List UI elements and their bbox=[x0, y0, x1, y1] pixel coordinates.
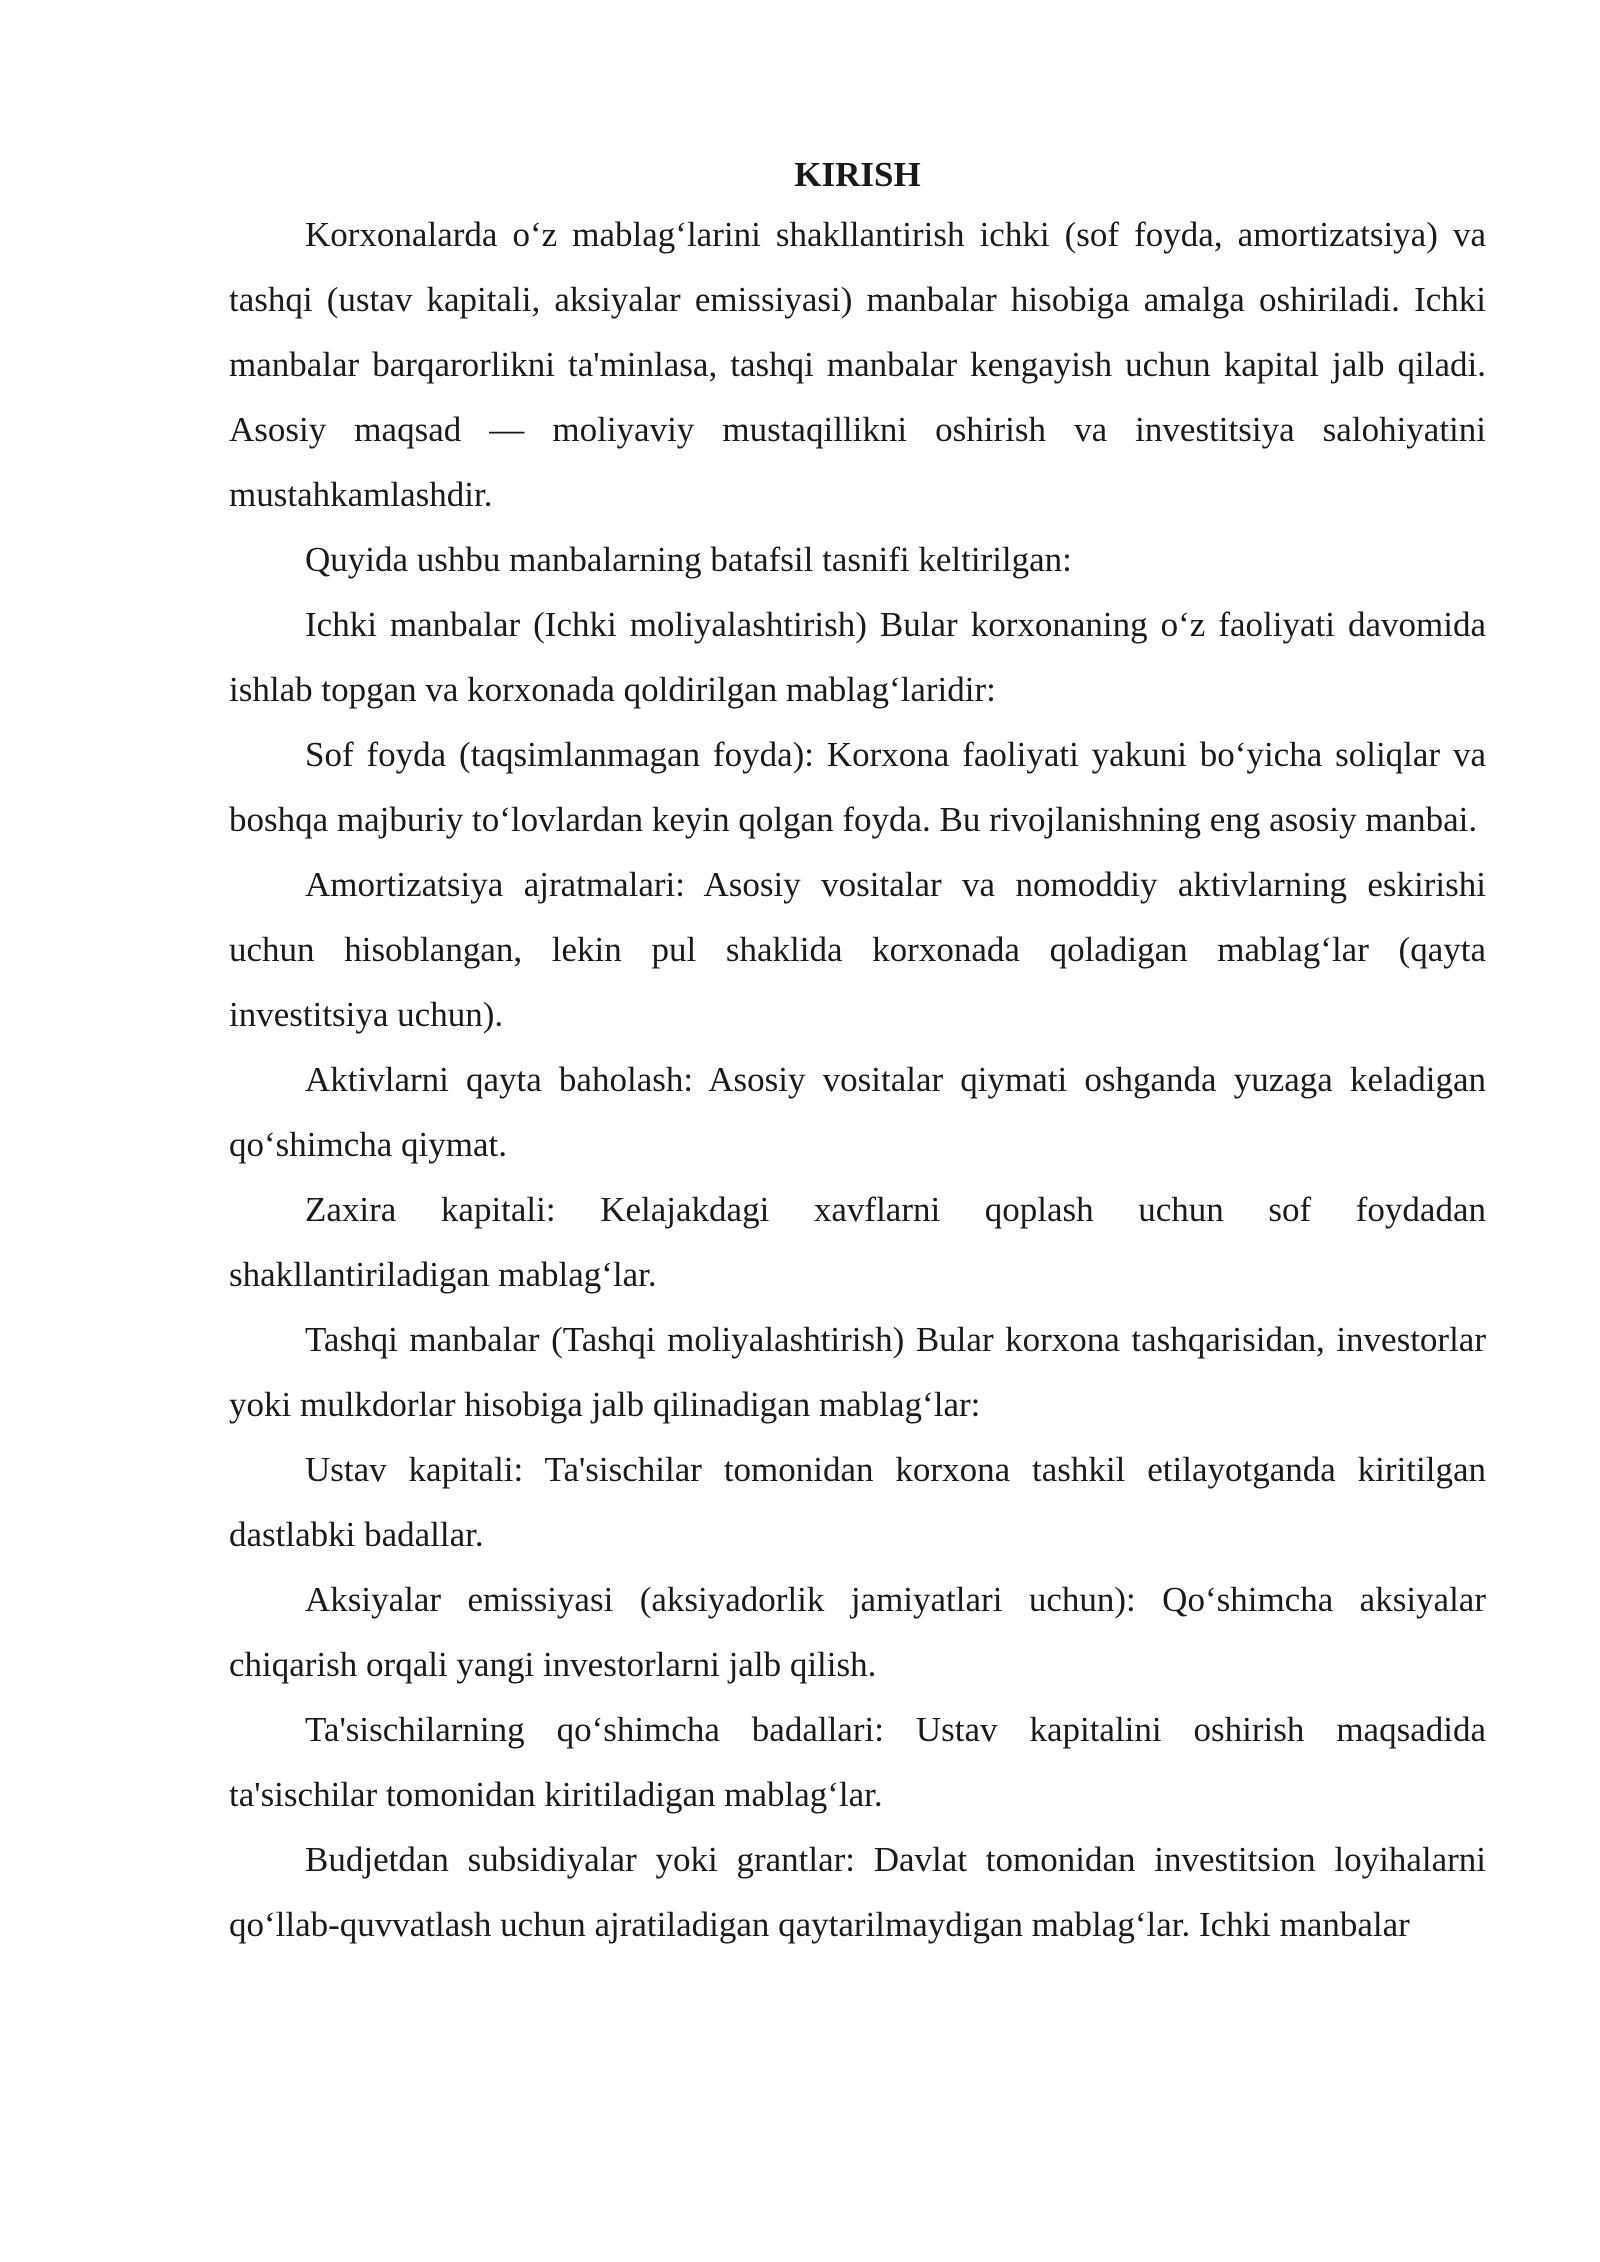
paragraph-depreciation: Amortizatsiya ajratmalari: Asosiy vositalar va nomoddiy aktivlarning eskirishi uchun hisoblangan, lekin pul shaklida korxonada qoladigan mablag‘lar (qayta investitsiya uchun). bbox=[229, 865, 1486, 1034]
paragraph-subsidies: Budjetdan subsidiyalar yoki grantlar: Davlat tomonidan investitsion loyihalarni qo‘llab-quvvatlash uchun ajratiladigan qaytarilmaydigan mablag‘lar. Ichki manbalar bbox=[229, 1840, 1486, 1944]
paragraph-intro: Korxonalarda o‘z mablag‘larini shakllantirish ichki (sof foyda, amortizatsiya) va tashqi (ustav kapitali, aksiyalar emissiyasi) manbalar hisobiga amalga oshiriladi. Ichki manbalar barqarorlikni ta'minlasa, tashqi manbalar kengayish uchun kapital jalb qiladi. Asosiy maqsad — moliyaviy mustaqillikni oshirish va investitsiya salohiyatini mustahkamlashdir. bbox=[229, 215, 1486, 514]
paragraph-share-issue: Aksiyalar emissiyasi (aksiyadorlik jamiyatlari uchun): Qo‘shimcha aksiyalar chiqarish orqali yangi investorlarni jalb qilish. bbox=[229, 1580, 1486, 1684]
paragraph-external-sources: Tashqi manbalar (Tashqi moliyalashtirish) Bular korxona tashqarisidan, investorlar yoki mulkdorlar hisobiga jalb qilinadigan mablag‘lar: bbox=[229, 1320, 1486, 1424]
paragraph-net-profit: Sof foyda (taqsimlanmagan foyda): Korxona faoliyati yakuni bo‘yicha soliqlar va boshqa majburiy to‘lovlardan keyin qolgan foyda. Bu rivojlanishning eng asosiy manbai. bbox=[229, 735, 1486, 839]
document-body bbox=[229, 148, 1486, 1957]
paragraph-internal-sources: Ichki manbalar (Ichki moliyalashtirish) Bular korxonaning o‘z faoliyati davomida ishlab topgan va korxonada qoldirilgan mablag‘laridir: bbox=[229, 605, 1486, 709]
paragraph-founder-contributions: Ta'sischilarning qo‘shimcha badallari: Ustav kapitalini oshirish maqsadida ta'sischilar tomonidan kiritiladigan mablag‘lar. bbox=[229, 1710, 1486, 1814]
paragraph-classification-lead: Quyida ushbu manbalarning batafsil tasnifi keltirilgan: bbox=[305, 540, 1072, 579]
page-title: KIRISH bbox=[794, 155, 921, 194]
paragraph-reserve-capital: Zaxira kapitali: Kelajakdagi xavflarni qoplash uchun sof foydadan shakllantiriladigan mablag‘lar. bbox=[229, 1190, 1486, 1294]
paragraph-revaluation: Aktivlarni qayta baholash: Asosiy vositalar qiymati oshganda yuzaga keladigan qo‘shimcha qiymat. bbox=[229, 1060, 1486, 1164]
paragraph-charter-capital: Ustav kapitali: Ta'sischilar tomonidan korxona tashkil etilayotganda kiritilgan dastlabki badallar. bbox=[229, 1450, 1486, 1554]
